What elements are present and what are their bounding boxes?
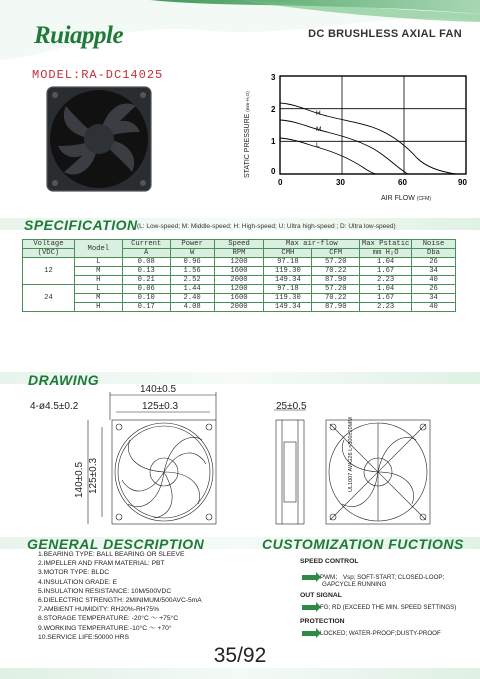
cell-current: 0.06 (122, 285, 170, 294)
cell-model: L (74, 258, 122, 267)
col-sub-dba: Dba (412, 249, 456, 258)
cell-cfm: 70.22 (312, 267, 360, 276)
y-tick: 3 (271, 73, 276, 82)
speed-control-line: PWM； Vsp; SOFT-START; CLOSED-LOOP; (302, 572, 444, 581)
x-tick: 0 (278, 178, 283, 187)
cell-model: H (74, 303, 122, 312)
graph-y-axis-label: STATIC PRESSURE (mm-H₂O) (244, 91, 251, 178)
col-sub-cmh: CMH (264, 249, 312, 258)
col-sub-mmh2o: mm H₂O (360, 249, 412, 258)
list-item: 5.INSULATION RESISTANCE: 10M/500VDC (38, 587, 172, 595)
cell-cfm: 57.20 (312, 258, 360, 267)
pressure-flow-graph (232, 72, 472, 210)
cell-power: 1.56 (170, 267, 214, 276)
customization-title: CUSTOMIZATION FUCTIONS (262, 536, 464, 552)
cell-noise: 26 (412, 285, 456, 294)
curve-label-l: L (316, 142, 320, 149)
cell-cfm: 57.20 (312, 285, 360, 294)
cell-power: 2.52 (170, 276, 214, 285)
col-sub-w: W (170, 249, 214, 258)
cell-power: 0.96 (170, 258, 214, 267)
page-header-title: DC BRUSHLESS AXIAL FAN (308, 28, 462, 40)
cell-power: 1.44 (170, 285, 214, 294)
cell-speed: 2000 (214, 303, 264, 312)
cell-power: 2.40 (170, 294, 214, 303)
col-header-current: Current (122, 240, 170, 249)
cell-pstatic: 1.04 (360, 285, 412, 294)
out-signal-line: FG; RD (EXCEED THE MIN. SPEED SETTINGS) (302, 604, 456, 611)
x-tick: 60 (398, 178, 407, 187)
list-item: 4.INSULATION GRADE: E (38, 578, 118, 586)
cell-current: 0.10 (122, 294, 170, 303)
model-label: MODEL:RA-DC14025 (32, 68, 164, 82)
dim-thickness: 25±0.5 (276, 401, 307, 412)
dim-height: 140±0.5 (74, 461, 85, 498)
dim-overall-width: 140±0.5 (140, 384, 177, 395)
col-header-power: Power (170, 240, 214, 249)
col-sub-rpm: RPM (214, 249, 264, 258)
specification-title: SPECIFICATION (24, 217, 138, 233)
table-row (23, 303, 456, 312)
col-sub-cfm: CFM (312, 249, 360, 258)
cell-current: 0.13 (122, 267, 170, 276)
table-row (23, 276, 456, 285)
cell-pstatic: 1.04 (360, 258, 412, 267)
drawing-title: DRAWING (28, 372, 100, 388)
cell-model: M (74, 267, 122, 276)
page-number: 35/92 (213, 644, 267, 667)
y-tick: 0 (271, 167, 276, 176)
table-row (23, 285, 456, 294)
cell-model: M (74, 294, 122, 303)
table-row (23, 258, 456, 267)
cell-speed: 1200 (214, 285, 264, 294)
arrow-icon (302, 605, 316, 610)
cell-speed: 2000 (214, 276, 264, 285)
cell-cfm: 70.22 (312, 294, 360, 303)
cell-pstatic: 2.23 (360, 276, 412, 285)
col-header-noise: Noise (412, 240, 456, 249)
arrow-icon (302, 575, 316, 580)
dim-holes: 4-ø4.5±0.2 (30, 401, 79, 412)
col-header-airflow: Max air-flow (264, 240, 360, 249)
list-item: 10.SERVICE LIFE:50000 HRS (38, 633, 129, 641)
speed-control-heading: SPEED CONTROL (300, 558, 359, 565)
out-signal-heading: OUT SIGNAL (300, 592, 342, 599)
cell-cfm: 87.90 (312, 303, 360, 312)
dim-hole-spacing: 125±0.3 (142, 401, 179, 412)
list-item: 1.BEARING TYPE: BALL BEARING OR SLEEVE (38, 551, 185, 558)
cell-pstatic: 1.67 (360, 294, 412, 303)
x-tick: 90 (458, 178, 467, 187)
fan-product-photo (44, 84, 154, 194)
cell-speed: 1600 (214, 294, 264, 303)
dim-height-holes: 125±0.3 (88, 457, 99, 494)
list-item: 9.WORKING TEMPERATURE:-10°C ～ +70° (38, 624, 172, 632)
y-tick: 2 (271, 105, 276, 114)
general-description-list (38, 550, 202, 642)
cell-noise: 34 (412, 267, 456, 276)
bottom-band (0, 668, 480, 679)
col-header-pstatic: Max Pstatic (360, 240, 412, 249)
cell-cmh: 149.34 (264, 303, 312, 312)
cell-speed: 1600 (214, 267, 264, 276)
protection-heading: PROTECTION (300, 618, 345, 625)
col-header-voltage: Voltage (23, 240, 75, 249)
list-item: 7.AMBIENT HUMIDITY: RH20%-RH75% (38, 606, 160, 614)
protection-line: LOCKED; WATER-PROOF;DUSTY-PROOF (302, 630, 441, 637)
col-sub-vdc: (VDC) (23, 249, 75, 258)
curve-label-m: M (316, 126, 322, 133)
graph-x-axis-label: AIR FLOW (CFM) (381, 195, 431, 202)
list-item: 8.STORAGE TEMPERATURE: -20°C ～ +75°C (38, 615, 179, 623)
y-tick: 1 (271, 137, 276, 146)
general-description-title: GENERAL DESCRIPTION (27, 536, 205, 552)
brand-logo: Ruiapple (34, 22, 124, 49)
speed-control-line-2: GAPCYCLE RUNNING (322, 581, 387, 588)
cell-cmh: 97.18 (264, 258, 312, 267)
cell-cfm: 87.90 (312, 276, 360, 285)
specification-legend: (L: Low-speed; M: Middle-speed; H: High-speed; U: Ultra high-speed ; D: Ultra low-speed) (137, 223, 396, 230)
cell-noise: 40 (412, 303, 456, 312)
cell-pstatic: 1.67 (360, 267, 412, 276)
cell-current: 0.17 (122, 303, 170, 312)
cell-model: H (74, 276, 122, 285)
x-tick: 30 (336, 178, 345, 187)
col-header-model: Model (74, 240, 122, 258)
cell-voltage: 12 (23, 258, 75, 285)
performance-curves (280, 103, 456, 174)
wire-note: UL1007 AWG26 L=300±10MM (348, 417, 354, 492)
cell-cmh: 149.34 (264, 276, 312, 285)
cell-noise: 34 (412, 294, 456, 303)
cell-speed: 1200 (214, 258, 264, 267)
list-item: 6.DIELECTRIC STRENGTH: 2MINIMUM/500AVC-5mA (38, 597, 202, 605)
col-sub-a: A (122, 249, 170, 258)
cell-cmh: 97.18 (264, 285, 312, 294)
table-row (23, 294, 456, 303)
cell-current: 0.21 (122, 276, 170, 285)
specification-table (22, 239, 456, 312)
table-row (23, 267, 456, 276)
cell-noise: 26 (412, 258, 456, 267)
cell-voltage: 24 (23, 285, 75, 312)
list-item: 2.IMPELLER AND FRAM MATERIAL: PBT (38, 560, 165, 568)
technical-drawing (30, 380, 460, 530)
cell-power: 4.08 (170, 303, 214, 312)
cell-pstatic: 2.23 (360, 303, 412, 312)
cell-cmh: 119.30 (264, 294, 312, 303)
curve-label-h: H (316, 110, 321, 117)
col-header-speed: Speed (214, 240, 264, 249)
cell-model: L (74, 285, 122, 294)
cell-cmh: 119.30 (264, 267, 312, 276)
cell-noise: 40 (412, 276, 456, 285)
arrow-icon (302, 631, 316, 636)
list-item: 3.MOTOR TYPE: BLDC (38, 569, 110, 577)
cell-current: 0.08 (122, 258, 170, 267)
